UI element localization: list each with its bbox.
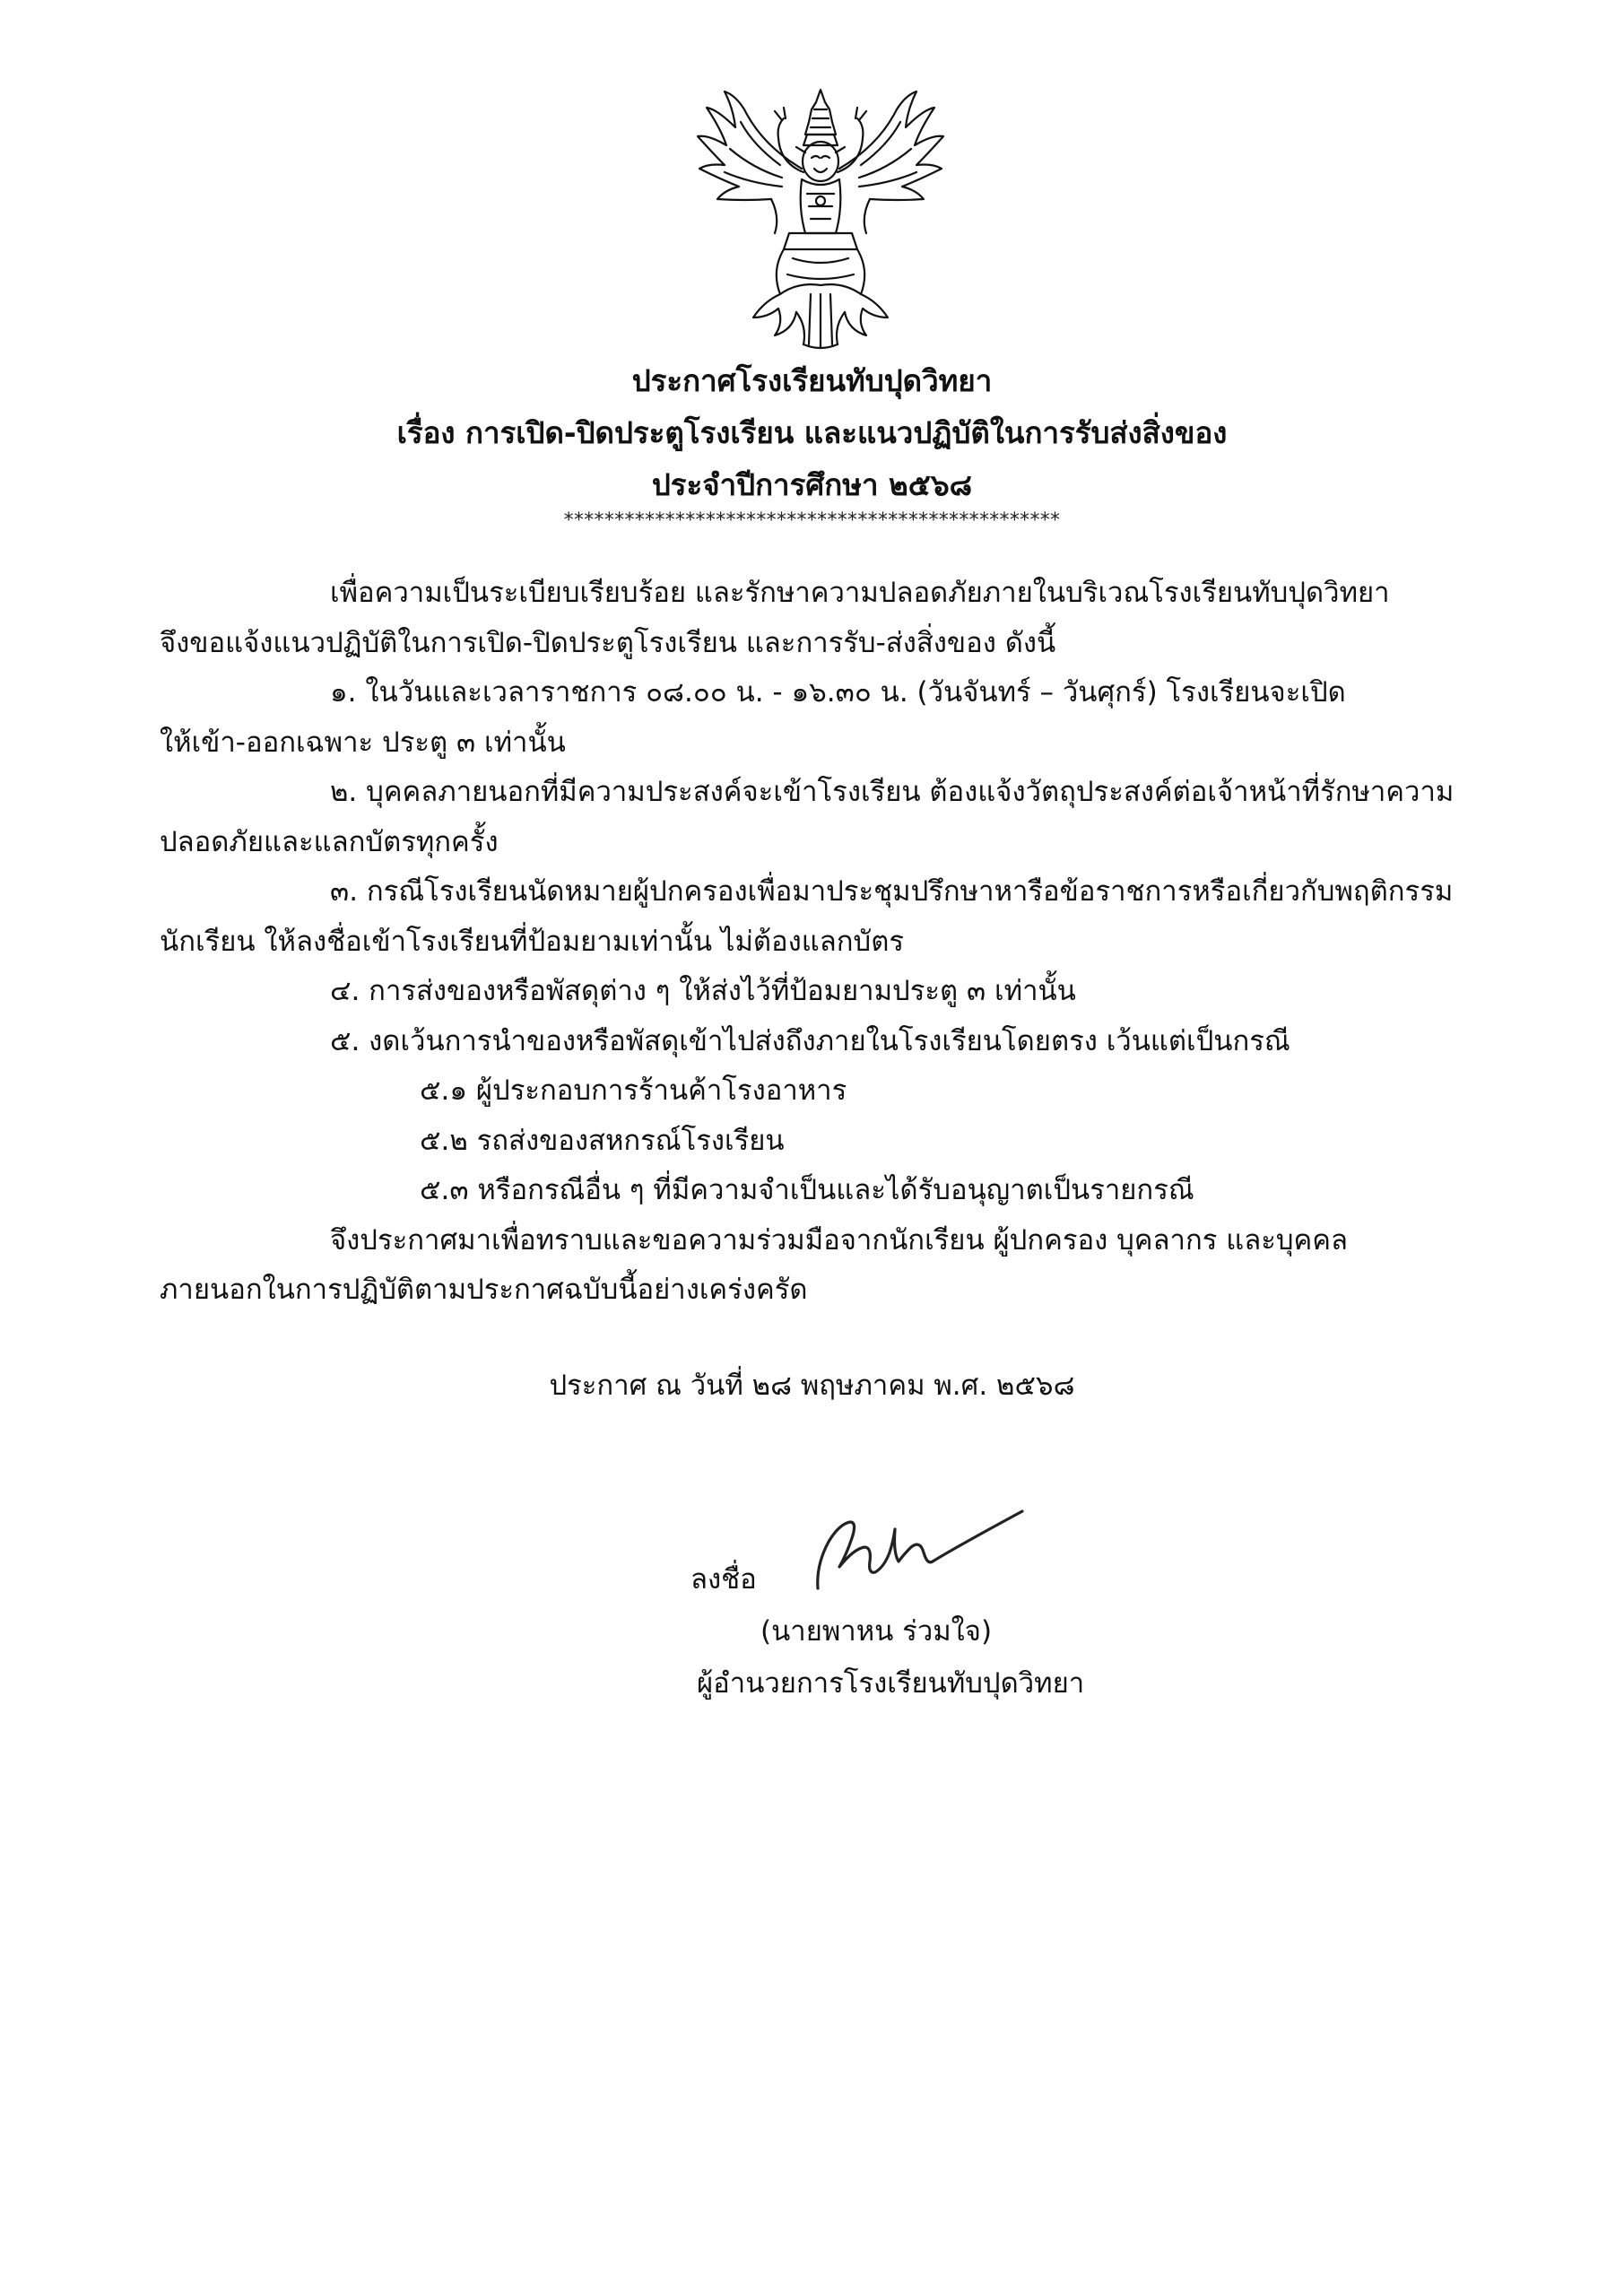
item-4: ๔. การส่งของหรือพัสดุต่าง ๆ ให้ส่งไว้ที่ป้อมยามประตู ๓ เท่านั้น	[330, 975, 1076, 1007]
signatory-name: (นายพาหน ร่วมใจ)	[760, 1615, 993, 1648]
item-5: ๕. งดเว้นการนำของหรือพัสดุเข้าไปส่งถึงภายในโรงเรียนโดยตรง เว้นแต่เป็นกรณี	[330, 1025, 1290, 1057]
item-3-line-2: นักเรียน ให้ลงชื่อเข้าโรงเรียนที่ป้อมยามเท่านั้น ไม่ต้องแลกบัตร	[160, 926, 904, 958]
announcement-date: ประกาศ ณ วันที่ ๒๘ พฤษภาคม พ.ศ. ๒๕๖๘	[549, 1370, 1075, 1402]
handwritten-signature	[798, 1502, 1031, 1601]
item-5-1: ๕.๑ ผู้ประกอบการร้านค้าโรงอาหาร	[420, 1074, 847, 1107]
item-5-2: ๕.๒ รถส่งของสหกรณ์โรงเรียน	[420, 1125, 785, 1157]
item-1-line-2: ให้เข้า-ออกเฉพาะ ประตู ๓ เท่านั้น	[160, 726, 566, 759]
signature-label: ลงชื่อ	[690, 1563, 757, 1596]
item-5-3: ๕.๓ หรือกรณีอื่น ๆ ที่มีความจำเป็นและได้รับอนุญาตเป็นรายกรณี	[420, 1174, 1194, 1206]
intro-paragraph-line-2: จึงขอแจ้งแนวปฏิบัติในการเปิด-ปิดประตูโรงเรียน และการรับ-ส่งสิ่งของ ดังนี้	[160, 627, 1056, 659]
garuda-emblem-icon	[682, 83, 960, 352]
announcement-title: ประกาศโรงเรียนทับปุดวิทยา	[631, 363, 993, 398]
item-2-line-1: ๒. บุคคลภายนอกที่มีความประสงค์จะเข้าโรงเรียน ต้องแจ้งวัตถุประสงค์ต่อเจ้าหน้าที่รักษาความ	[330, 776, 1455, 808]
intro-paragraph-line-1: เพื่อความเป็นระเบียบเรียบร้อย และรักษาความปลอดภัยภายในบริเวณโรงเรียนทับปุดวิทยา	[330, 577, 1390, 609]
separator-line: *************************************************	[563, 509, 1061, 532]
announcement-year: ประจำปีการศึกษา ๒๕๖๘	[651, 467, 973, 502]
item-1-line-1: ๑. ในวันและเวลาราชการ ๐๘.๐๐ น. - ๑๖.๓๐ น. (วันจันทร์ – วันศุกร์) โรงเรียนจะเปิด	[330, 676, 1346, 709]
item-3-line-1: ๓. กรณีโรงเรียนนัดหมายผู้ปกครองเพื่อมาประชุมปรึกษาหารือข้อราชการหรือเกี่ยวกับพฤติกรรม	[330, 875, 1454, 908]
signatory-position: ผู้อำนวยการโรงเรียนทับปุดวิทยา	[697, 1667, 1085, 1700]
closing-paragraph-line-1: จึงประกาศมาเพื่อทราบและขอความร่วมมือจากนักเรียน ผู้ปกครอง บุคลากร และบุคคล	[330, 1224, 1348, 1257]
announcement-subject: เรื่อง การเปิด-ปิดประตูโรงเรียน และแนวปฏิบัติในการรับส่งสิ่งของ	[396, 415, 1228, 450]
item-2-line-2: ปลอดภัยและแลกบัตรทุกครั้ง	[160, 826, 499, 858]
closing-paragraph-line-2: ภายนอกในการปฏิบัติตามประกาศฉบับนี้อย่างเคร่งครัด	[160, 1274, 808, 1306]
